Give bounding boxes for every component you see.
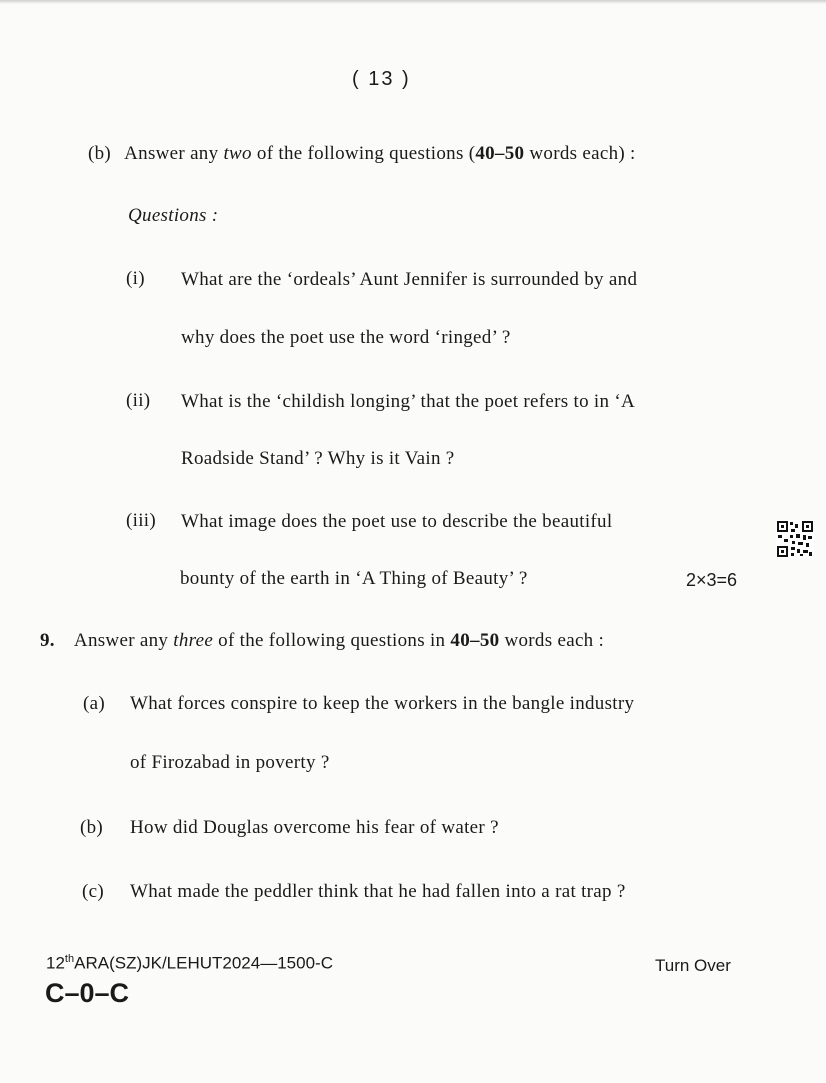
question-9-number: 9. — [40, 630, 55, 651]
question-text: What is the ‘childish longing’ that the poet refers to in ‘A — [181, 391, 636, 412]
question-number: (iii) — [126, 510, 156, 531]
question-text: bounty of the earth in ‘A Thing of Beauty’ ? — [180, 568, 528, 589]
paper-code — [46, 953, 333, 974]
word-limit: 40–50 — [475, 143, 525, 164]
section-b-instruction — [88, 143, 636, 165]
marks-label: 2×3=6 — [686, 570, 738, 590]
question-text: why does the poet use the word ‘ringed’ ? — [181, 327, 511, 348]
word-limit: 40–50 — [450, 630, 500, 651]
question-text: What made the peddler think that he had fallen into a rat trap ? — [130, 881, 626, 902]
page-number: ( 13 ) — [352, 68, 411, 90]
turn-over-label: Turn Over — [655, 956, 731, 975]
question-text: Roadside Stand’ ? Why is it Vain ? — [181, 448, 455, 469]
question-number: (i) — [126, 268, 145, 289]
qr-code-icon — [776, 520, 814, 558]
question-text: How did Douglas overcome his fear of water ? — [130, 817, 499, 838]
instruction-text: of the following questions in — [218, 630, 446, 651]
question-text: What forces conspire to keep the workers in the bangle industry — [130, 693, 635, 714]
question-text: What image does the poet use to describe the beautiful — [181, 511, 613, 532]
question-number: (b) — [80, 817, 104, 838]
section-b-label: (b) — [88, 143, 112, 164]
paper-code-sup: th — [64, 953, 75, 965]
page-top-edge — [0, 0, 826, 4]
series-code: C–0–C — [45, 978, 130, 1008]
question-9-instruction — [40, 630, 604, 652]
instruction-text: Answer any — [124, 143, 219, 164]
question-number: (c) — [82, 881, 104, 902]
instruction-text: Answer any — [73, 630, 169, 651]
instruction-text: words each) : — [529, 143, 636, 164]
question-number: (a) — [83, 693, 105, 714]
questions-heading: Questions : — [128, 205, 219, 226]
question-text: What are the ‘ordeals’ Aunt Jennifer is surrounded by and — [181, 269, 638, 290]
paper-code-prefix: 12 — [46, 953, 65, 973]
instruction-text: words each : — [504, 630, 605, 651]
instruction-emphasis: two — [223, 143, 252, 164]
paper-code-rest: ARA(SZ)JK/LEHUT2024—1500-C — [74, 953, 333, 973]
instruction-text: of the following questions ( — [256, 143, 476, 164]
instruction-emphasis: three — [173, 630, 214, 651]
question-number: (ii) — [126, 390, 151, 411]
question-text: of Firozabad in poverty ? — [130, 752, 330, 773]
